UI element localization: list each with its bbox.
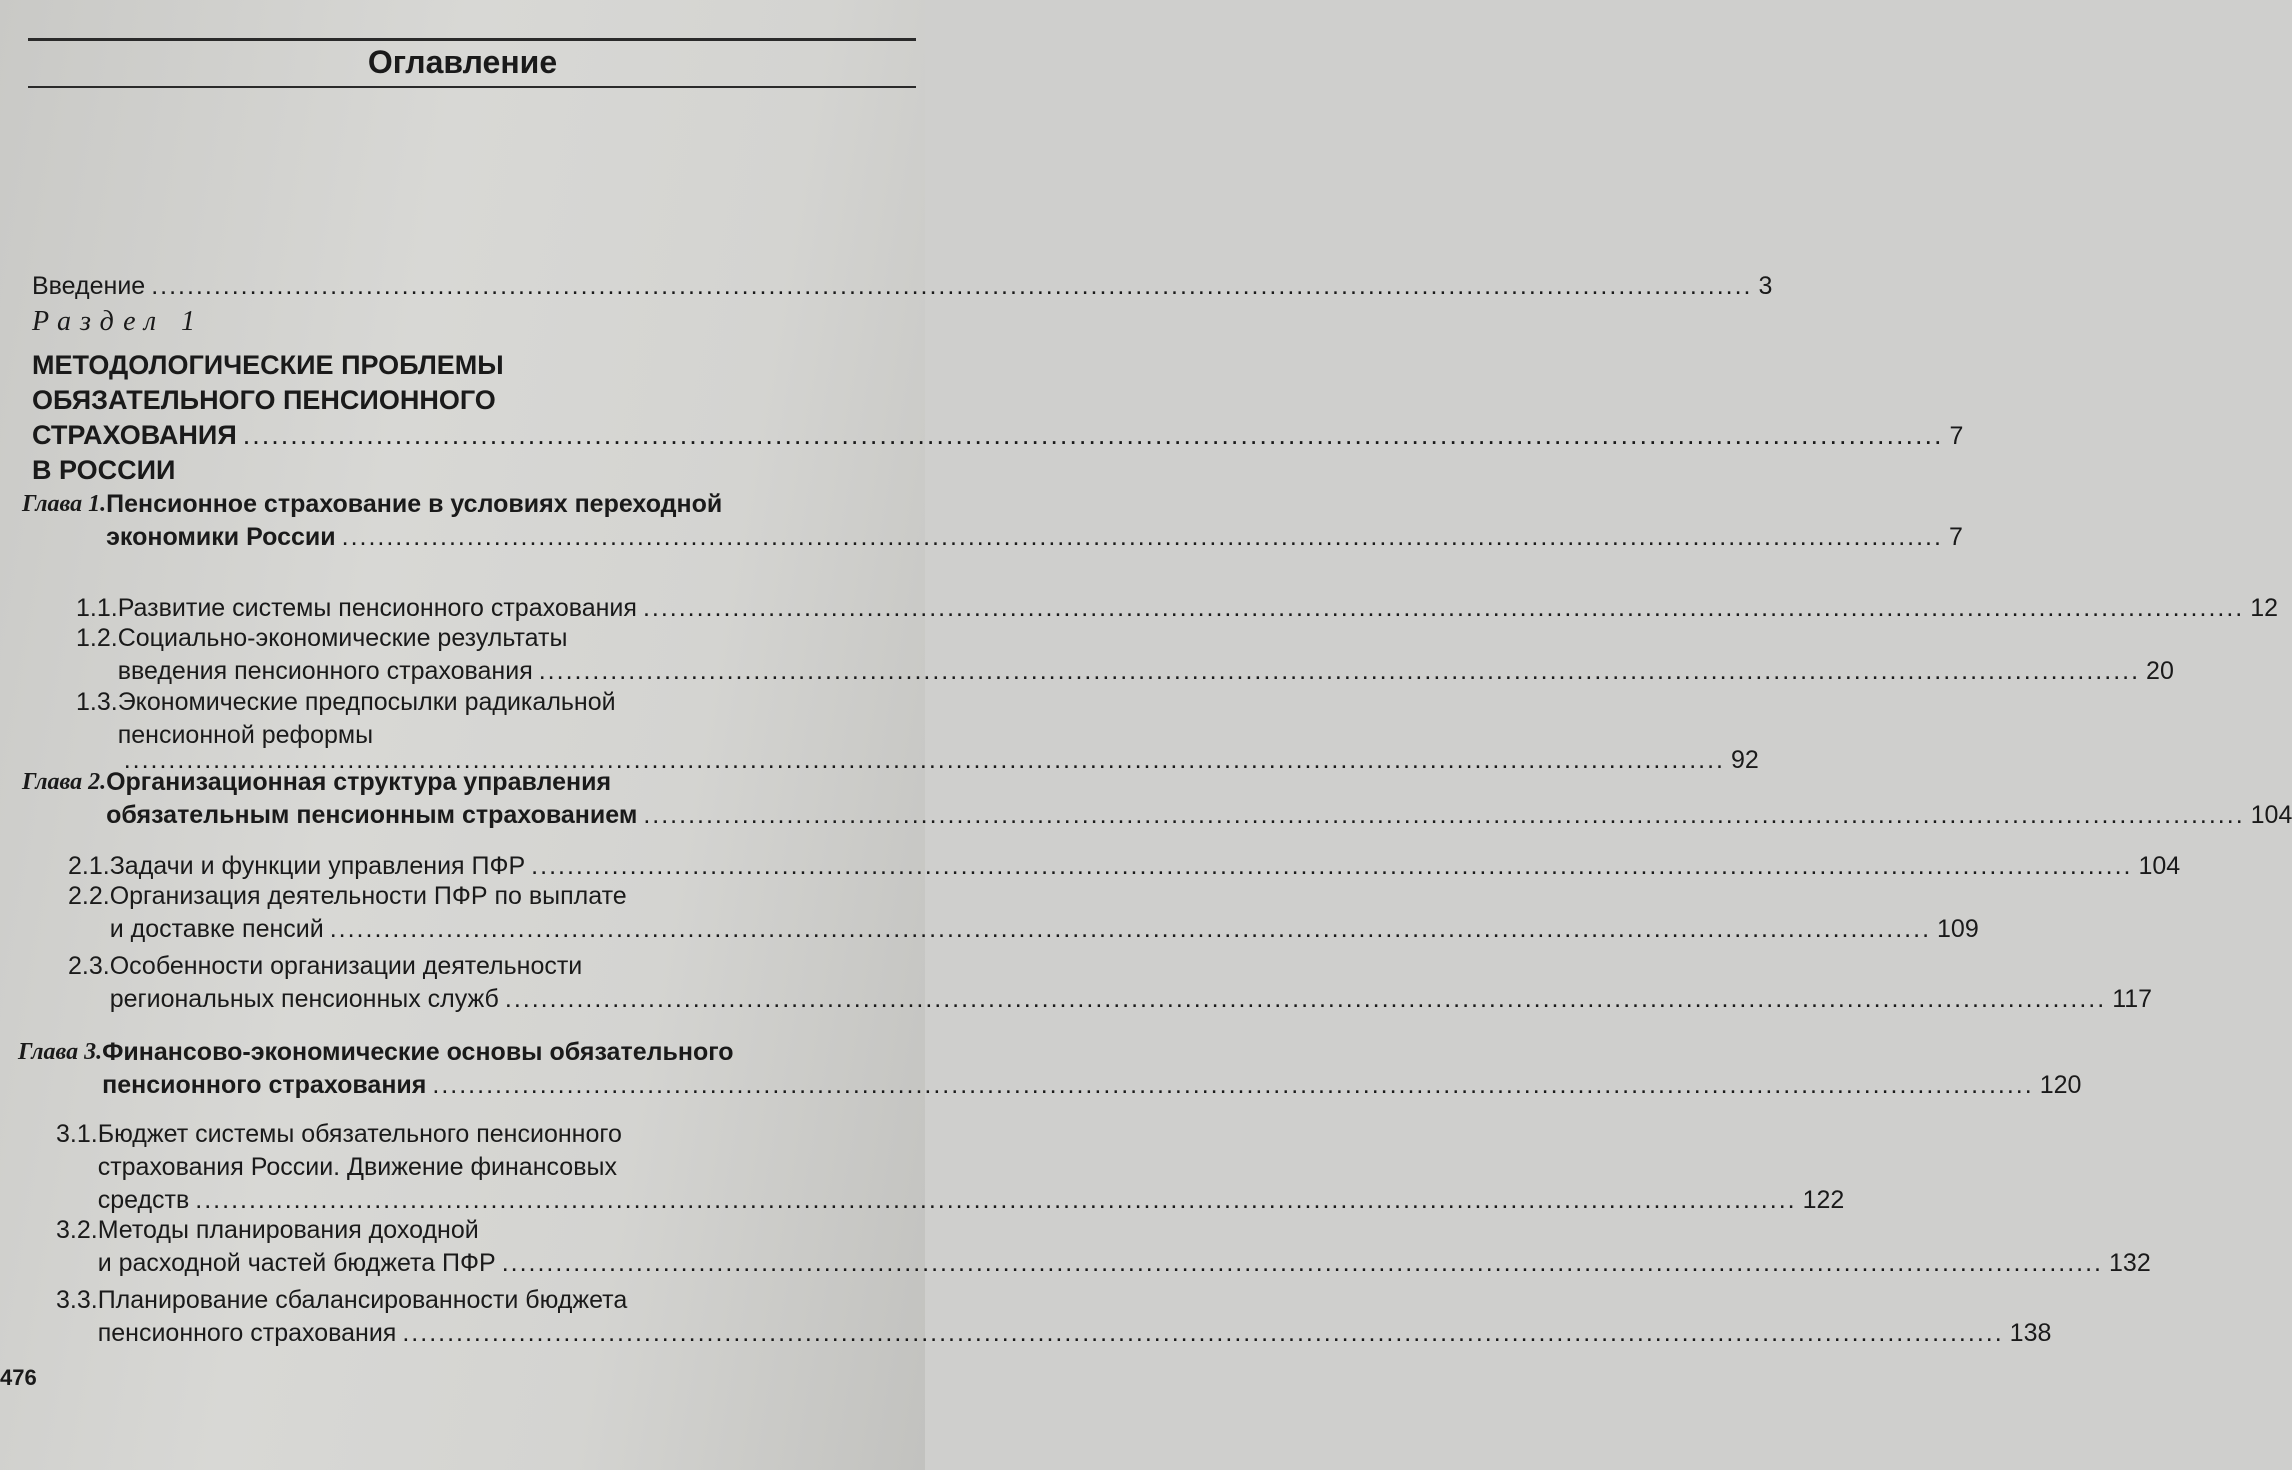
item-number: 1.2. (76, 624, 118, 652)
section-label: Раздел 1 (32, 306, 205, 337)
section-title-line: ОБЯЗАТЕЛЬНОГО ПЕНСИОННОГО (32, 385, 496, 415)
section-title-line: СТРАХОВАНИЯ В РОССИИ (32, 420, 237, 485)
top-rule (28, 38, 916, 41)
chapter-title-line: экономики России (106, 523, 336, 551)
item-title-line: пенсионной реформы (117, 721, 374, 749)
toc-chapter-2 (22, 766, 2292, 832)
toc-item-2-3 (68, 950, 2153, 1016)
chapter-label: Глава 3. (18, 1039, 103, 1065)
item-number: 3.1. (56, 1120, 98, 1148)
toc-item-1-1 (76, 592, 2279, 625)
item-page: 104 (2138, 852, 2181, 880)
item-page: 12 (2250, 594, 2279, 622)
toc-item-3-2 (56, 1214, 2151, 1280)
toc-item-1-2 (76, 622, 2174, 688)
chapter-title-line: пенсионного страхования (102, 1071, 427, 1099)
item-number: 3.3. (56, 1286, 98, 1314)
section-title-line: МЕТОДОЛОГИЧЕСКИЕ ПРОБЛЕМЫ (32, 350, 504, 380)
chapter-page: 120 (2039, 1071, 2082, 1099)
item-title-line: Планирование сбалансированности бюджета (97, 1286, 628, 1314)
item-title-line: Развитие системы пенсионного страхования (117, 594, 637, 622)
chapter-page: 104 (2250, 801, 2292, 829)
item-page: 109 (1937, 915, 1979, 943)
item-title-line: Методы планирования доходной (97, 1216, 479, 1244)
item-title-line: Задачи и функции управления ПФР (109, 852, 526, 880)
item-page: 132 (2109, 1249, 2151, 1277)
item-number: 2.3. (68, 952, 110, 980)
chapter-title-line: Организационная структура управления (106, 768, 612, 796)
item-number: 1.3. (76, 688, 118, 716)
item-page: 117 (2112, 985, 2153, 1013)
item-title-line: региональных пенсионных служб (109, 985, 499, 1013)
item-title-line: и доставке пенсий (109, 915, 324, 943)
item-page: 92 (1731, 746, 1759, 774)
toc-item-2-1 (68, 850, 2181, 883)
item-title-line: пенсионного страхования (97, 1319, 397, 1347)
toc-entry-intro (32, 240, 1773, 303)
chapter-title-line: Пенсионное страхование в условиях переходной (106, 490, 723, 518)
toc-item-3-1 (56, 1118, 1845, 1217)
item-title-line: Особенности организации деятельности (109, 952, 583, 980)
chapter-page: 7 (1948, 523, 1963, 551)
page-title: Оглавление (367, 44, 558, 80)
item-title-line: Экономические предпосылки радикальной (117, 688, 616, 716)
item-page: 122 (1802, 1186, 1845, 1214)
toc-item-1-3 (76, 686, 1759, 777)
item-title-line: средств (97, 1186, 190, 1214)
section-title (32, 348, 1964, 488)
chapter-label: Глава 1. (22, 491, 107, 517)
chapter-title-line: Финансово-экономические основы обязательного (102, 1038, 734, 1066)
toc-chapter-3 (18, 1036, 2082, 1102)
toc-chapter-1 (22, 488, 1963, 554)
item-title-line: Бюджет системы обязательного пенсионного (97, 1120, 622, 1148)
item-title-line: и расходной частей бюджета ПФР (97, 1249, 496, 1277)
chapter-label: Глава 2. (22, 769, 107, 795)
section-page: 7 (1949, 422, 1964, 450)
chapter-title-line: обязательным пенсионным страхованием (106, 801, 638, 829)
item-title-line: страхования России. Движение финансовых (97, 1153, 617, 1181)
toc-intro-label: Введение (32, 272, 146, 300)
item-title-line: введения пенсионного страхования (117, 657, 533, 685)
page-number: 476 (0, 1365, 37, 1390)
item-number: 2.2. (68, 882, 110, 910)
toc-item-2-2 (68, 880, 1979, 946)
item-title-line: Социально-экономические результаты (117, 624, 568, 652)
toc-item-3-3 (56, 1284, 2052, 1350)
title-underline (28, 86, 916, 88)
item-page: 20 (2146, 657, 2174, 685)
item-number: 1.1. (76, 594, 118, 622)
item-number: 2.1. (68, 852, 110, 880)
item-title-line: Организация деятельности ПФР по выплате (109, 882, 627, 910)
toc-intro-page: 3 (1758, 272, 1773, 300)
item-number: 3.2. (56, 1216, 98, 1244)
item-page: 138 (2009, 1319, 2052, 1347)
